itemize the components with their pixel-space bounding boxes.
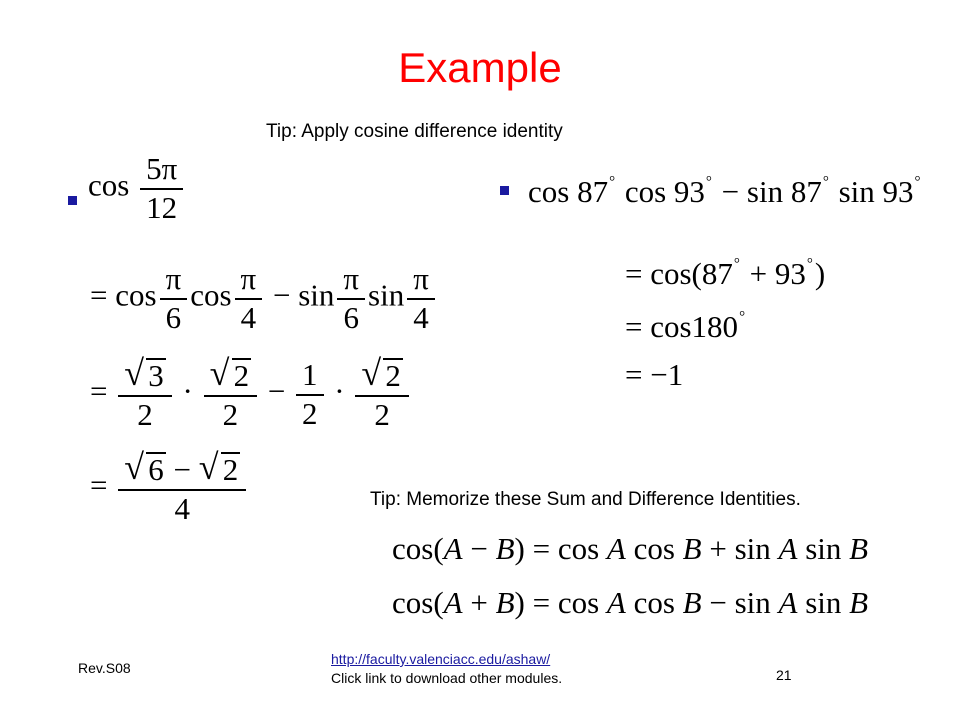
degree: ° [705, 174, 712, 190]
right-step-3: = −1 [625, 357, 684, 392]
degree: ° [609, 174, 616, 190]
equals: = [90, 373, 108, 409]
var: B [682, 585, 702, 620]
degree: ° [733, 256, 740, 272]
var: A [443, 531, 463, 566]
fraction [296, 359, 324, 430]
fraction [118, 353, 172, 432]
text: ) = cos [514, 531, 607, 566]
sin-term: sin [298, 277, 335, 313]
degree: ° [914, 174, 921, 190]
degree: ° [822, 174, 829, 190]
minus: − [267, 373, 286, 409]
var: A [443, 585, 463, 620]
num: π [235, 263, 263, 300]
sqrt [124, 447, 166, 487]
fraction [235, 263, 263, 334]
expr: = cos180 [625, 309, 739, 344]
sqrt [198, 447, 241, 487]
var: B [495, 531, 515, 566]
op: − [462, 531, 496, 566]
term: cos 93 [617, 174, 705, 209]
radicand: 6 [148, 452, 164, 487]
prompt-fn: cos [88, 167, 130, 203]
num: π [407, 263, 435, 300]
term: sin 87 [746, 174, 822, 209]
sqrt [361, 353, 403, 393]
text: − sin [701, 585, 779, 620]
right-step-1 [625, 256, 825, 292]
fraction [204, 353, 258, 432]
den: 6 [165, 299, 182, 335]
cos-term: cos [190, 277, 232, 313]
op: + [462, 585, 496, 620]
radical-symbol: √ [124, 353, 144, 393]
modules-link[interactable]: http://faculty.valenciacc.edu/ashaw/ [331, 651, 551, 667]
cos-term: cos [115, 277, 157, 313]
prompt-den: 12 [146, 189, 178, 225]
equals: = [90, 467, 108, 503]
var: A [778, 585, 798, 620]
num [204, 353, 258, 397]
text: sin [797, 585, 850, 620]
dot: · [334, 373, 345, 409]
text: cos( [392, 585, 444, 620]
den: 2 [222, 396, 239, 432]
var: A [606, 585, 626, 620]
text: cos [625, 531, 683, 566]
slide-title: Example [398, 44, 562, 91]
tip-cosine-difference: Tip: Apply cosine difference identity [266, 121, 563, 142]
tip-memorize-identities: Tip: Memorize these Sum and Difference Identities. [370, 489, 801, 510]
left-step-1 [90, 263, 438, 334]
left-step-3 [90, 447, 249, 526]
equals: = [90, 277, 108, 313]
text: cos( [392, 531, 444, 566]
left-step-2 [90, 353, 412, 432]
sqrt [124, 353, 166, 393]
fraction [355, 353, 409, 432]
page-number: 21 [776, 667, 792, 683]
fraction [407, 263, 435, 334]
left-prompt [88, 153, 186, 224]
var: B [849, 531, 869, 566]
dot: · [182, 373, 193, 409]
den: 2 [137, 396, 153, 432]
radical-symbol: √ [361, 353, 382, 393]
bullet-left [68, 196, 77, 205]
degree: ° [806, 256, 813, 272]
fraction [118, 447, 246, 526]
term: cos 87 [528, 174, 609, 209]
revision-label: Rev.S08 [78, 660, 131, 676]
radicand: 2 [222, 452, 239, 487]
den: 4 [174, 490, 190, 526]
radical-symbol: √ [209, 353, 230, 393]
sin-term: sin [368, 277, 405, 313]
right-step-2 [625, 309, 747, 345]
minus: − [173, 452, 191, 487]
minus: − [272, 277, 291, 313]
degree: ° [739, 309, 746, 325]
fraction [337, 263, 365, 334]
identity-sum [392, 585, 868, 621]
var: B [849, 585, 869, 620]
expr: ) [814, 256, 826, 291]
var: A [778, 531, 798, 566]
num: π [160, 263, 188, 300]
radical-symbol: √ [124, 447, 144, 487]
radicand: 2 [233, 358, 250, 393]
minus: − [713, 174, 747, 209]
num: π [337, 263, 365, 300]
sqrt [209, 353, 252, 393]
text: sin [797, 531, 850, 566]
den: 2 [374, 396, 390, 432]
var: B [495, 585, 515, 620]
term: sin 93 [830, 174, 914, 209]
num [355, 353, 409, 397]
num [118, 353, 172, 397]
fraction [160, 263, 188, 334]
expr: = cos(87 [625, 256, 733, 291]
den: 6 [343, 299, 359, 335]
text: + sin [701, 531, 779, 566]
var: B [682, 531, 702, 566]
num: 1 [296, 359, 324, 396]
radicand: 2 [385, 358, 401, 393]
text: cos [625, 585, 683, 620]
den: 4 [240, 299, 257, 335]
text: ) = cos [514, 585, 607, 620]
prompt-num: 5π [140, 153, 183, 190]
link-note: Click link to download other modules. [331, 670, 563, 686]
right-prompt [528, 174, 923, 210]
den: 4 [413, 299, 429, 335]
den: 2 [302, 395, 318, 431]
prompt-fraction [140, 153, 183, 224]
radical-symbol: √ [198, 447, 219, 487]
bullet-right [500, 186, 509, 195]
num [118, 447, 246, 491]
radicand: 3 [148, 358, 164, 393]
expr: + 93 [741, 256, 806, 291]
identity-difference [392, 531, 868, 567]
var: A [606, 531, 626, 566]
